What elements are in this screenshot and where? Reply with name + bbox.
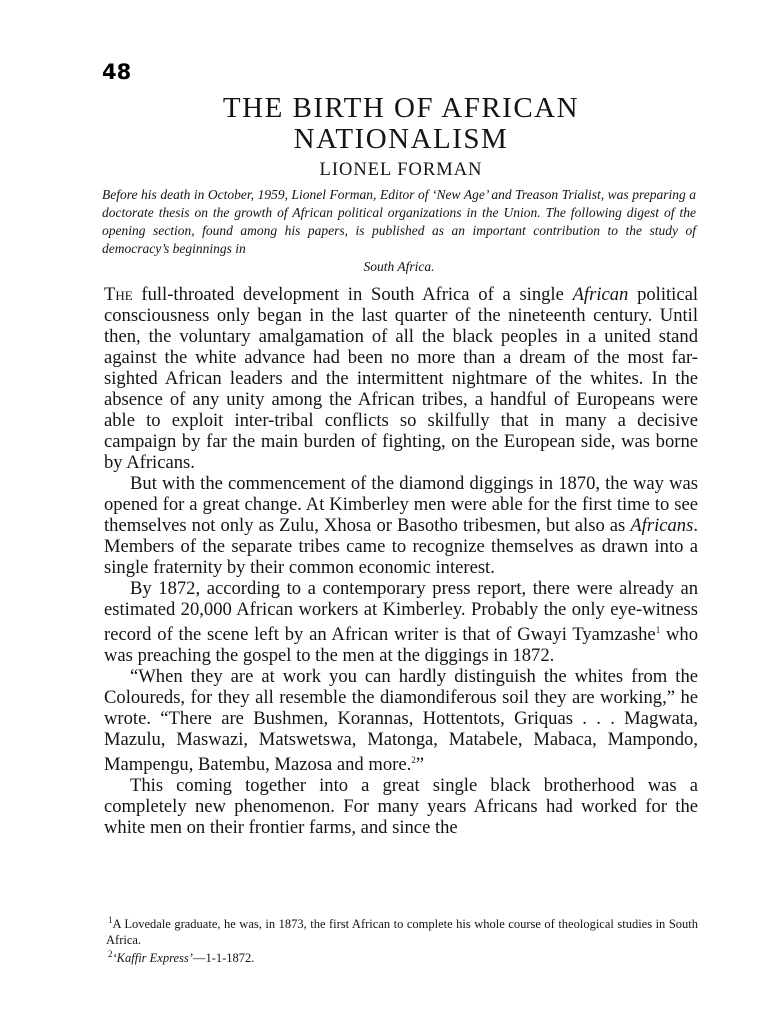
article-body <box>104 284 698 838</box>
paragraph-4-text-a: “When they are at work you can hardly distinguish the whites from the Coloureds, for they all resemble the diamondiferous soil they are working,” he wrote. “There are Bushmen, Korannas, Hottentots, Griquas . . . Magwata, Mazulu, Maswazi, Matswetswa, Matonga, Matabele, Mabaca, Mampondo, Mampengu, Batembu, Mazosa and more. <box>104 666 698 776</box>
drop-word: The <box>104 284 133 305</box>
footnote-ref-2: 2 <box>411 755 416 766</box>
footnote-ref-1: 1 <box>655 625 661 635</box>
paragraph-2-italic: Africans <box>630 515 694 536</box>
paragraph-2-text-b: . Members of the separate tribes came to recognize themselves as drawn into a single fraternity by their common economic interest. <box>104 515 698 578</box>
editorial-intro <box>102 186 696 276</box>
footnote-2-mark: 2 <box>108 949 113 959</box>
article-title-line-1: THE BIRTH OF AFRICAN <box>222 92 580 124</box>
paragraph-3-text-a: By 1872, according to a contemporary press report, there were already an estimated 20,000 African workers at Kimberley. Probably the only eye-witness record of the scene left by an African writer is that of Gwayi Tyamzashe <box>104 578 698 646</box>
paragraph-1-italic: African <box>572 284 629 305</box>
paragraph-1-text-b: political consciousness only began in the last quarter of the nineteenth century. Until then, the voluntary amalgamation of all the black peoples in a united stand against the white advance had been no more than a dream of the most far-sighted African leaders and the intermittent nightmare of the whites. In the absence of any unity among the African tribes, a handful of Europeans were able to exploit inter-tribal conflicts so skilfully that in many a decisive campaign by far the main burden of fighting, on the European side, was borne by Africans. <box>104 284 699 473</box>
intro-text: Before his death in October, 1959, Lionel Forman, Editor of ‘New Age’ and Treason Trialist, was preparing a doctorate thesis on the growth of African political organizations in the Union. The following digest of the opening section, found among his papers, is published as an important contribution to the study of democracy’s beginnings in <box>102 187 696 256</box>
paragraph-5: This coming together into a great single black brotherhood was a completely new phenomenon. For many years Africans had worked for the white men on their frontier farms, and since the <box>104 775 698 839</box>
article-title-line-2: NATIONALISM <box>293 123 509 155</box>
paragraph-1-text-a: full-throated development in South Africa of a single <box>132 284 573 305</box>
author-name: LIONEL FORMAN <box>319 160 483 180</box>
footnote-2 <box>106 946 698 966</box>
page-number: 48 <box>102 60 132 84</box>
paragraph-4 <box>104 666 698 775</box>
paragraph-3 <box>104 578 698 666</box>
intro-text-last-line: South Africa. <box>363 259 435 274</box>
paragraph-2-text-a: But with the commencement of the diamond diggings in 1870, the way was opened for a great change. At Kimberley men were able for the first time to see themselves not only as Zulu, Xhosa or Basotho tribesmen, but also as <box>104 473 698 536</box>
paragraph-3-text-b: who was preaching the gospel to the men at the diggings in 1872. <box>104 624 698 667</box>
paragraph-1 <box>104 284 698 473</box>
footnote-1-mark: 1 <box>108 915 113 925</box>
footnote-2-source: ‘Kaffir Express’ <box>112 951 193 966</box>
footnote-1 <box>106 912 698 948</box>
paragraph-2 <box>104 473 698 578</box>
footnote-2-date: —1-1-1872. <box>192 951 255 966</box>
footnote-1-text: A Lovedale graduate, he was, in 1873, the first African to complete his whole course of theological studies in South Africa. <box>106 917 698 948</box>
paragraph-4-text-b: ” <box>415 754 424 776</box>
